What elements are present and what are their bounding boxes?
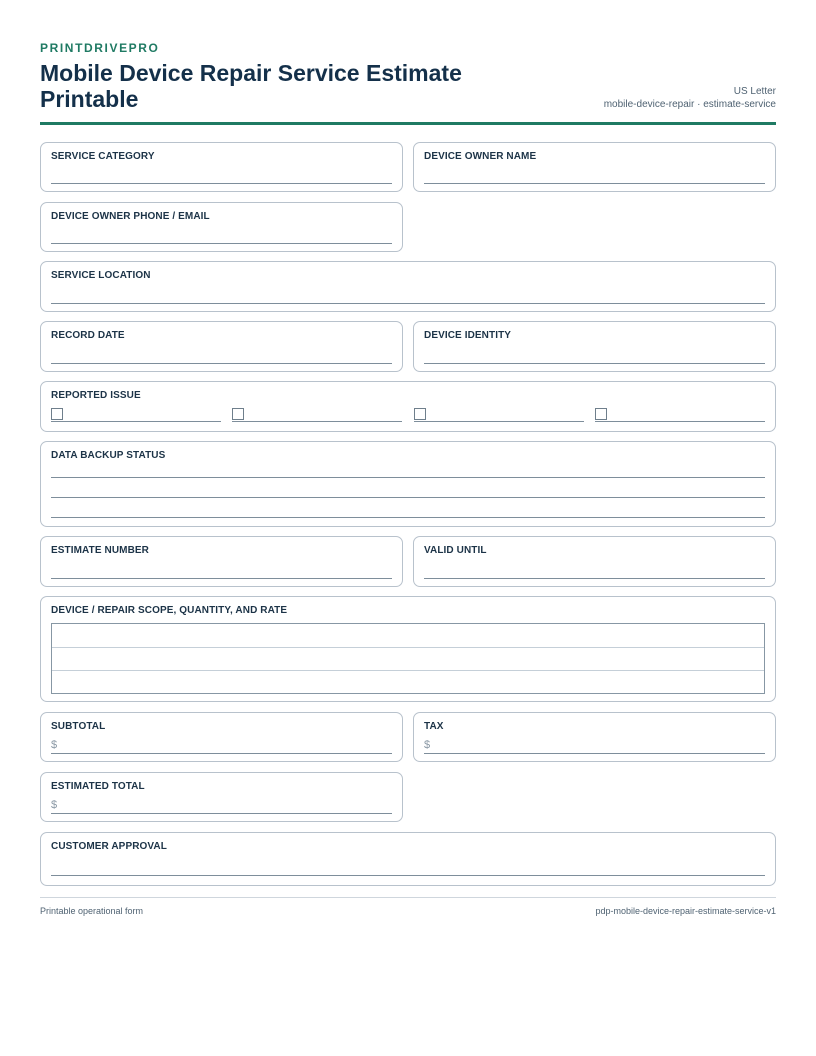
data-backup-status-field — [40, 441, 776, 527]
record-date-field — [40, 321, 403, 372]
device-identity-input[interactable] — [424, 363, 765, 364]
service-location-label: SERVICE LOCATION — [51, 270, 151, 281]
subtotal-label: SUBTOTAL — [51, 721, 106, 732]
document-tags: mobile-device-repair · estimate-service — [603, 99, 776, 110]
record-date-input[interactable] — [51, 363, 392, 364]
document-meta — [604, 85, 776, 111]
page-title: Mobile Device Repair Service Estimate Printable — [40, 60, 462, 112]
data-backup-status-line-1[interactable] — [51, 477, 765, 478]
table-row-divider — [52, 647, 764, 648]
service-location-field — [40, 261, 776, 312]
device-owner-contact-label: DEVICE OWNER PHONE / EMAIL — [51, 211, 210, 222]
subtotal-input[interactable] — [51, 753, 392, 754]
checkbox[interactable] — [51, 408, 63, 420]
footer-form-id: pdp-mobile-device-repair-estimate-service-v1 — [595, 906, 776, 916]
valid-until-field — [413, 536, 776, 587]
estimated-total-input[interactable] — [51, 813, 392, 814]
currency-symbol: $ — [424, 739, 431, 751]
data-backup-status-line-2[interactable] — [51, 497, 765, 498]
service-category-label: SERVICE CATEGORY — [51, 151, 155, 162]
estimated-total-label: ESTIMATED TOTAL — [51, 781, 145, 792]
subtotal-field — [40, 712, 403, 762]
device-owner-name-input[interactable] — [424, 183, 765, 184]
option-line[interactable] — [414, 421, 584, 422]
reported-issue-option-1[interactable] — [51, 408, 221, 422]
data-backup-status-line-3[interactable] — [51, 517, 765, 518]
data-backup-status-label: DATA BACKUP STATUS — [51, 450, 166, 461]
device-owner-contact-field — [40, 202, 403, 252]
device-owner-contact-input[interactable] — [51, 243, 392, 244]
table-row-divider — [52, 670, 764, 671]
option-line[interactable] — [232, 421, 402, 422]
estimate-number-field — [40, 536, 403, 587]
service-location-input[interactable] — [51, 303, 765, 304]
device-owner-name-field — [413, 142, 776, 192]
reported-issue-field — [40, 381, 776, 432]
estimate-number-input[interactable] — [51, 578, 392, 579]
checkbox[interactable] — [232, 408, 244, 420]
customer-approval-field — [40, 832, 776, 886]
estimated-total-field — [40, 772, 403, 822]
header-rule — [40, 122, 776, 125]
brand-name: PRINTDRIVEPRO — [40, 41, 160, 55]
checkbox[interactable] — [595, 408, 607, 420]
currency-symbol: $ — [51, 799, 58, 811]
tax-input[interactable] — [424, 753, 765, 754]
reported-issue-label: REPORTED ISSUE — [51, 390, 141, 401]
paper-size: US Letter — [733, 86, 776, 97]
scope-table-field — [40, 596, 776, 702]
scope-table-label: DEVICE / REPAIR SCOPE, QUANTITY, AND RATE — [51, 605, 288, 616]
device-identity-field — [413, 321, 776, 372]
option-line[interactable] — [595, 421, 765, 422]
footer-rule — [40, 897, 776, 898]
valid-until-input[interactable] — [424, 578, 765, 579]
customer-approval-input[interactable] — [51, 875, 765, 876]
currency-symbol: $ — [51, 739, 58, 751]
reported-issue-option-3[interactable] — [414, 408, 584, 422]
scope-table[interactable] — [51, 623, 765, 694]
reported-issue-option-4[interactable] — [595, 408, 765, 422]
customer-approval-label: CUSTOMER APPROVAL — [51, 841, 167, 852]
service-category-field — [40, 142, 403, 192]
tax-field — [413, 712, 776, 762]
device-owner-name-label: DEVICE OWNER NAME — [424, 151, 537, 162]
tax-label: TAX — [424, 721, 444, 732]
reported-issue-option-2[interactable] — [232, 408, 402, 422]
estimate-number-label: ESTIMATE NUMBER — [51, 545, 149, 556]
option-line[interactable] — [51, 421, 221, 422]
footer-left-text: Printable operational form — [40, 906, 144, 916]
device-identity-label: DEVICE IDENTITY — [424, 330, 512, 341]
record-date-label: RECORD DATE — [51, 330, 125, 341]
checkbox[interactable] — [414, 408, 426, 420]
valid-until-label: VALID UNTIL — [424, 545, 487, 556]
service-category-input[interactable] — [51, 183, 392, 184]
